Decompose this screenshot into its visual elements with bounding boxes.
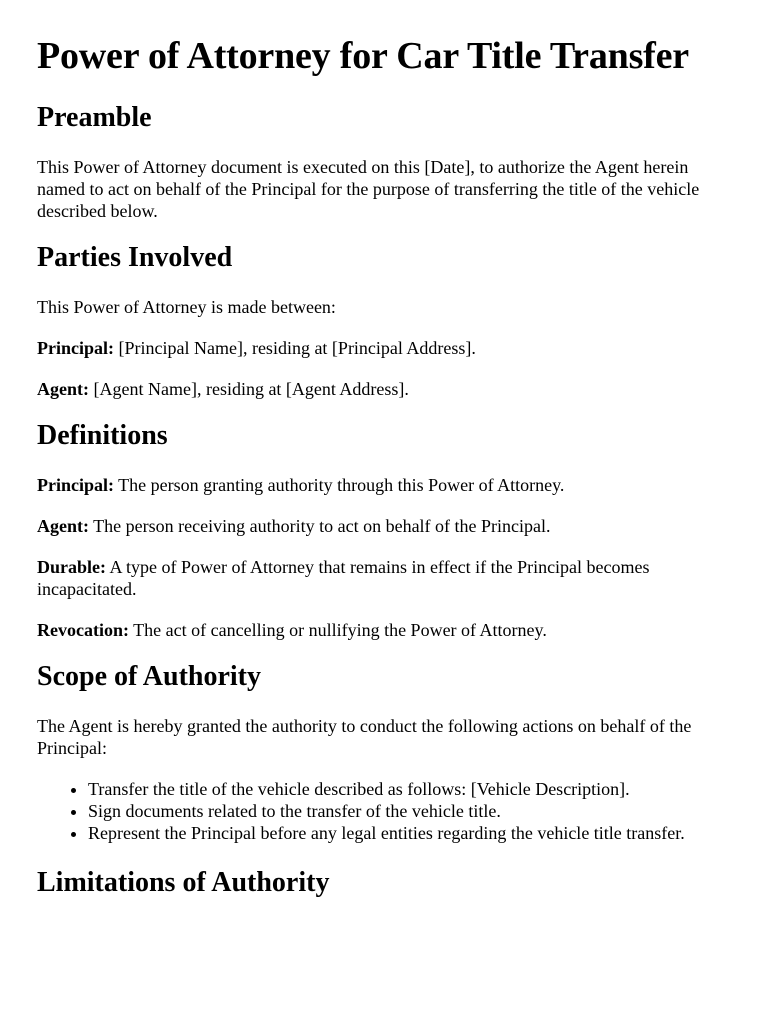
preamble-section bbox=[37, 101, 734, 222]
definitions-heading: Definitions bbox=[37, 420, 168, 451]
preamble-heading: Preamble bbox=[37, 102, 152, 133]
scope-intro: The Agent is hereby granted the authority to conduct the following actions on behalf of the Principal: bbox=[37, 716, 692, 758]
definition-term: Agent: bbox=[37, 516, 89, 536]
scope-list bbox=[37, 778, 734, 844]
scope-section bbox=[37, 660, 734, 844]
principal-party bbox=[37, 337, 734, 359]
principal-party-label: Principal: bbox=[37, 338, 114, 358]
parties-section bbox=[37, 241, 734, 400]
definition-item bbox=[37, 515, 734, 537]
scope-list-item: • Represent the Principal before any legal entities regarding the vehicle title transfer. bbox=[88, 822, 734, 844]
agent-party-label: Agent: bbox=[37, 379, 89, 399]
definitions-section bbox=[37, 419, 734, 641]
parties-intro: This Power of Attorney is made between: bbox=[37, 297, 336, 317]
definition-term: Revocation: bbox=[37, 620, 129, 640]
preamble-text: This Power of Attorney document is executed on this [Date], to authorize the Agent herein named to act on behalf of the Principal for the purpose of transferring the title of the vehicle described below. bbox=[37, 157, 700, 221]
definition-text: The person receiving authority to act on behalf of the Principal. bbox=[89, 516, 551, 536]
parties-heading: Parties Involved bbox=[37, 242, 233, 273]
definition-text: The person granting authority through this Power of Attorney. bbox=[114, 475, 565, 495]
document-title: Power of Attorney for Car Title Transfer bbox=[37, 35, 689, 77]
limitations-heading: Limitations of Authority bbox=[37, 867, 330, 898]
agent-party bbox=[37, 378, 734, 400]
limitations-section bbox=[37, 866, 734, 899]
definition-term: Durable: bbox=[37, 557, 106, 577]
scope-heading: Scope of Authority bbox=[37, 661, 261, 692]
definition-item bbox=[37, 556, 734, 600]
definition-text: A type of Power of Attorney that remains in effect if the Principal becomes incapacitated. bbox=[37, 557, 650, 599]
definition-text: The act of cancelling or nullifying the Power of Attorney. bbox=[128, 620, 547, 640]
definition-term: Principal: bbox=[37, 475, 114, 495]
scope-list-item: • Sign documents related to the transfer of the vehicle title. bbox=[88, 800, 734, 822]
scope-list-item: • Transfer the title of the vehicle described as follows: [Vehicle Description]. bbox=[88, 778, 734, 800]
definition-item bbox=[37, 619, 734, 641]
agent-party-text: [Agent Name], residing at [Agent Address]. bbox=[89, 379, 409, 399]
definition-item bbox=[37, 474, 734, 496]
principal-party-text: [Principal Name], residing at [Principal Address]. bbox=[114, 338, 476, 358]
